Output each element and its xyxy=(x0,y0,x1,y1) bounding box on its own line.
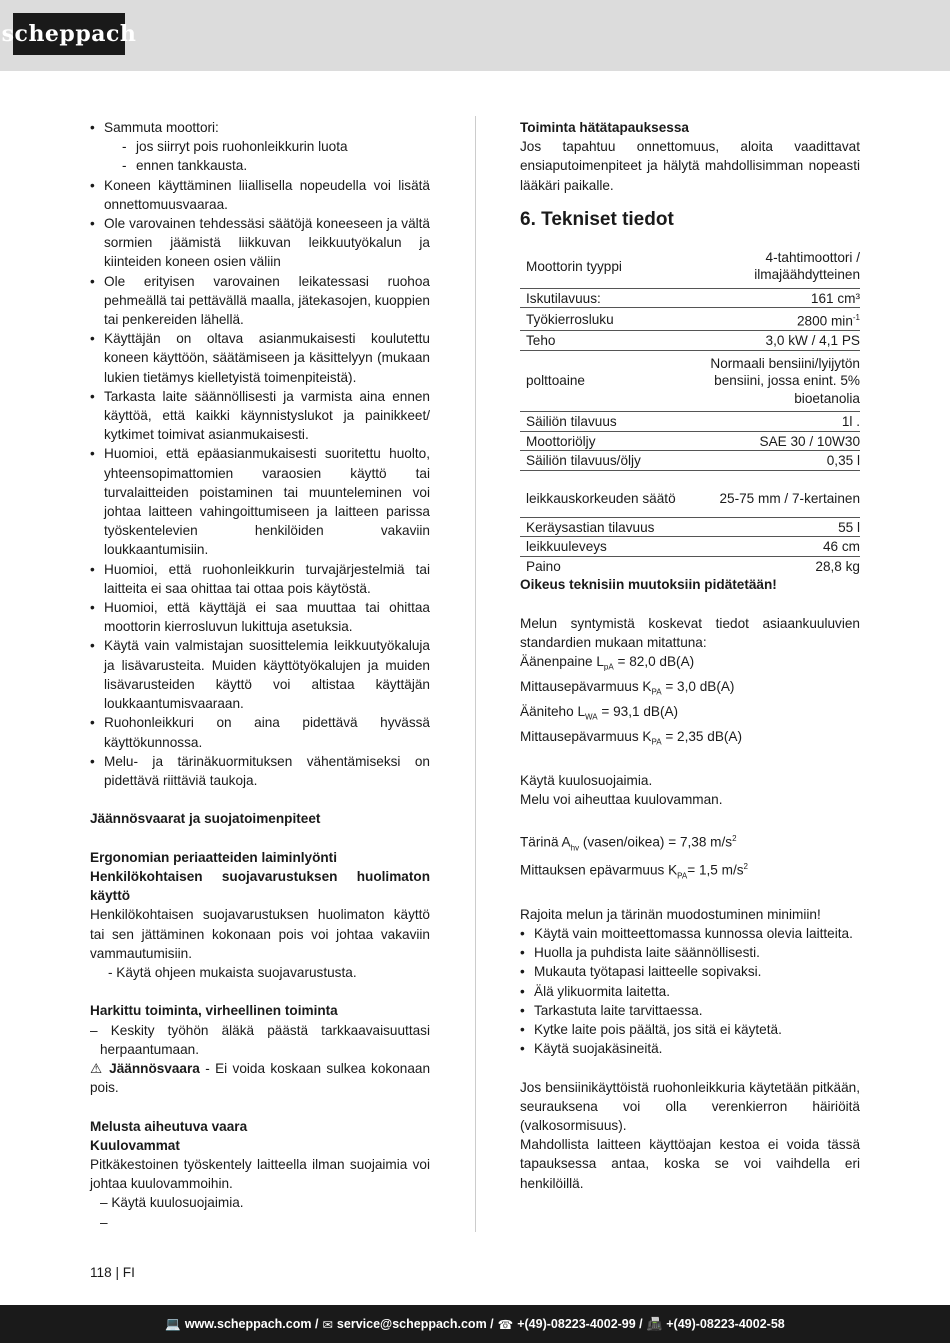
misuse-instruction: – Keskity työhön äläkä päästä tarkkaavaisuuttasi herpaantumaan. xyxy=(90,1022,430,1057)
ppe-paragraph: Henkilökohtaisen suojavarustuksen huolimaton käyttö tai sen jättäminen kokonaan pois voi johtaa vakaviin vammautumisiin. xyxy=(90,907,430,961)
email-link[interactable]: service@scheppach.com / xyxy=(336,1317,494,1331)
ppe-instruction: - Käytä ohjeen mukaista suojavarustusta. xyxy=(108,964,357,980)
page-separator: | xyxy=(115,1265,119,1280)
residual-risks-heading: Jäännösvaarat ja suojatoimenpiteet xyxy=(90,811,321,827)
spec-label: Säiliön tilavuus xyxy=(520,412,690,432)
table-row xyxy=(520,556,860,575)
phone-icon: ☎ xyxy=(497,1317,514,1332)
vibration-value xyxy=(520,829,860,857)
table-row xyxy=(520,308,860,331)
list-item: • Huomioi, että epäasianmukaisesti suoritettu huolto, yhteensopimattomien varaosien käyttö tai turvalaitteiden poistaminen tai muunteleminen voi johtaa laitteen vahingoittumiseen ja laitteen parissa työskentelevien henkilöiden vakaviin loukkaantumisiin. xyxy=(90,444,430,559)
spec-value: 1l . xyxy=(690,412,860,432)
spec-label: Säiliön tilavuus/öljy xyxy=(520,451,690,471)
spec-value xyxy=(690,308,860,331)
phone-number: +(49)-08223-4002-99 / xyxy=(517,1317,643,1331)
ergonomics-heading: Ergonomian periaatteiden laiminlyönti xyxy=(90,849,337,865)
spec-label: leikkuuleveys xyxy=(520,537,690,557)
list-item xyxy=(90,118,430,176)
safety-list xyxy=(90,118,430,790)
mail-icon: ✉ xyxy=(322,1317,333,1332)
vibration-label: Mittauksen epävarmuus K xyxy=(520,862,678,878)
list-item: • Käytä suojakäsineitä. xyxy=(520,1039,860,1058)
spec-label: Moottorin tyyppi xyxy=(520,245,690,289)
noise-hazard-heading: Melusta aiheutuva vaara xyxy=(90,1118,248,1134)
misuse-heading: Harkittu toiminta, virheellinen toiminta xyxy=(90,1003,338,1019)
noise-intro: Melun syntymistä koskevat tiedot asiaankuuluvien standardien mukaan mitattuna: xyxy=(520,615,860,650)
list-item: • Käyttäjän on oltava asianmukaisesti koulutettu koneen käyttöön, säätämiseen ja käsittelyyn (mukaan lukien tietämys kielletyistä toimenpiteistä). xyxy=(90,329,430,387)
spec-value: 4-tahtimoottori / ilmajäähdytteinen xyxy=(690,245,860,289)
language-code: FI xyxy=(122,1265,135,1280)
noise-instruction-empty: – xyxy=(100,1214,108,1230)
spec-value: 55 l xyxy=(690,517,860,537)
spec-value: 3,0 kW / 4,1 PS xyxy=(690,331,860,351)
spec-label: Iskutilavuus: xyxy=(520,288,690,308)
list-item-text: Sammuta moottori: xyxy=(104,120,219,135)
noise-label: Mittausepävarmuus K xyxy=(520,728,652,744)
vibration-sup: 2 xyxy=(732,833,737,843)
technical-changes-note: Oikeus teknisiin muutoksiin pidätetään! xyxy=(520,577,777,593)
noise-value xyxy=(520,652,860,677)
list-subitem: - ennen tankkausta. xyxy=(122,156,430,175)
long-use-paragraph: Jos bensiinikäyttöistä ruohonleikkuria käytetään pitkään, seurauksena voi olla verenkierron häiriöitä (valkosormisuus). xyxy=(520,1079,860,1133)
vibration-uncertainty xyxy=(520,857,860,885)
list-item: • Tarkastuta laite tarvittaessa. xyxy=(520,1001,860,1020)
list-item: • Kytke laite pois päältä, jos sitä ei käytetä. xyxy=(520,1020,860,1039)
spec-table xyxy=(520,245,860,576)
hearing-protection-note: Käytä kuulosuojaimia. xyxy=(520,773,653,789)
spec-value: 0,35 l xyxy=(690,451,860,471)
list-item: • Käytä vain moitteettomassa kunnossa olevia laitteita. xyxy=(520,924,860,943)
vibration-number: (vasen/oikea) = 7,38 m/s xyxy=(579,834,733,850)
noise-value xyxy=(520,677,860,702)
fax-number: +(49)-08223-4002-58 xyxy=(666,1317,785,1331)
list-item: • Ole erityisen varovainen leikatessasi ruohoa pehmeällä tai pettävällä maalla, jätekasojen, kuoppien tai penkereiden lähellä. xyxy=(90,272,430,330)
section-title: 6. Tekniset tiedot xyxy=(520,208,674,230)
table-row xyxy=(520,537,860,557)
noise-number: = 3,0 dB(A) xyxy=(661,679,735,695)
page-number xyxy=(90,1265,135,1280)
spec-value: 46 cm xyxy=(690,537,860,557)
noise-value xyxy=(520,727,860,752)
table-row xyxy=(520,245,860,289)
table-row xyxy=(520,517,860,537)
table-row xyxy=(520,350,860,412)
list-item: • Huomioi, että ruohonleikkurin turvajärjestelmiä tai laitteita ei saa ohittaa tai ottaa pois käytöstä. xyxy=(90,560,430,598)
list-item: • Huomioi, että käyttäjä ei saa muuttaa tai ohittaa moottorin kierrosluvun lukittuja asetuksia. xyxy=(90,598,430,636)
list-item: • Käytä vain valmistajan suosittelemia leikkuutyökaluja ja lisävarusteita. Muiden käyttötyökalujen ja muiden lisävarusteiden käyttö voi altistaa käyttäjän loukkaantumisvaaraan. xyxy=(90,636,430,713)
emergency-paragraph: Jos tapahtuu onnettomuus, aloita vaadittavat ensiaputoimenpiteet ja hälytä mahdollisimman nopeasti lääkäri paikalle. xyxy=(520,139,860,193)
list-subitem: - jos siirryt pois ruohonleikkurin luota xyxy=(122,137,430,156)
list-item: • Koneen käyttäminen liiallisella nopeudella voi lisätä onnettomuusvaaraa. xyxy=(90,176,430,214)
spec-label: Moottoriöljy xyxy=(520,431,690,451)
right-column xyxy=(520,118,860,1193)
residual-warning xyxy=(90,1059,430,1097)
spec-value-sup: -1 xyxy=(852,313,860,323)
noise-label: Mittausepävarmuus K xyxy=(520,679,652,695)
warning-label: Jäännösvaara xyxy=(109,1060,200,1076)
noise-paragraph: Pitkäkestoinen työskentely laitteella ilman suojaimia voi johtaa kuulovammoihin. xyxy=(90,1156,430,1192)
spec-value: SAE 30 / 10W30 xyxy=(690,431,860,451)
noise-label: Ääniteho L xyxy=(520,703,586,719)
spec-label: Teho xyxy=(520,331,690,351)
warning-icon: ⚠ xyxy=(90,1060,104,1076)
noise-number: = 82,0 dB(A) xyxy=(613,654,695,670)
limit-heading: Rajoita melun ja tärinän muodostuminen minimiin! xyxy=(520,906,821,922)
hearing-damage-note: Melu voi aiheuttaa kuulovamman. xyxy=(520,792,723,808)
spec-value-text: 2800 min xyxy=(796,313,853,329)
ppe-heading: Henkilökohtaisen suojavarustuksen huolimaton käyttö xyxy=(90,868,430,904)
left-column xyxy=(90,118,430,1232)
noise-number: = 93,1 dB(A) xyxy=(597,703,679,719)
noise-sub: pA xyxy=(603,662,614,672)
computer-icon: 💻 xyxy=(165,1316,181,1331)
vibration-sub: PA xyxy=(677,871,688,881)
table-row xyxy=(520,470,860,517)
website-link[interactable]: www.scheppach.com / xyxy=(184,1317,319,1331)
scheppach-logo: scheppach xyxy=(13,13,125,55)
list-item: • Huolla ja puhdista laite säännöllisesti. xyxy=(520,943,860,962)
contact-footer xyxy=(0,1305,950,1343)
vibration-sub: hv xyxy=(570,842,580,852)
column-divider xyxy=(475,116,476,1232)
spec-value: 161 cm³ xyxy=(690,288,860,308)
list-item: • Ole varovainen tehdessäsi säätöjä koneeseen ja vältä sormien jäämistä liikkuvan leikkuutyökalun ja kiinteiden koneen osien väliin xyxy=(90,214,430,272)
header-band xyxy=(0,0,950,71)
vibration-sup: 2 xyxy=(743,862,748,872)
noise-sub: PA xyxy=(651,687,662,697)
hearing-damage-heading: Kuulovammat xyxy=(90,1137,180,1153)
spec-value: 25-75 mm / 7-kertainen xyxy=(690,470,860,517)
table-row xyxy=(520,288,860,308)
table-row xyxy=(520,412,860,432)
page-number-value: 118 xyxy=(90,1265,112,1280)
noise-label: Äänenpaine L xyxy=(520,654,604,670)
duration-paragraph: Mahdollista laitteen käyttöajan kestoa ei voida tässä tapauksessa antaa, koska se voi vaihdella eri henkilöillä. xyxy=(520,1137,860,1191)
spec-label: polttoaine xyxy=(520,350,690,412)
table-row xyxy=(520,431,860,451)
vibration-label: Tärinä A xyxy=(520,834,571,850)
fax-icon: 📠 xyxy=(646,1316,663,1331)
noise-number: = 2,35 dB(A) xyxy=(661,728,743,744)
emergency-heading: Toiminta hätätapauksessa xyxy=(520,120,689,135)
spec-label: leikkauskorkeuden säätö xyxy=(520,470,690,517)
list-item: • Tarkasta laite säännöllisesti ja varmista aina ennen käyttöä, että kaikki käynnistyslukot ja painikkeet/ kytkimet toimivat asianmukaisesti. xyxy=(90,387,430,445)
list-item: • Ruohonleikkuri on aina pidettävä hyvässä käyttökunnossa. xyxy=(90,713,430,751)
limit-list xyxy=(520,924,860,1058)
spec-label: Paino xyxy=(526,558,561,574)
warning-text: - Ei voida koskaan sulkea kokonaan pois. xyxy=(90,1060,431,1096)
list-item: • Melu- ja tärinäkuormituksen vähentämiseksi on pidettävä riittäviä taukoja. xyxy=(90,752,430,790)
table-row xyxy=(520,331,860,351)
noise-instruction: – Käytä kuulosuojaimia. xyxy=(100,1195,244,1211)
noise-sub: PA xyxy=(651,737,662,747)
spec-label: Työkierrosluku xyxy=(520,308,690,331)
spec-value: 28,8 kg xyxy=(815,558,860,574)
vibration-number: = 1,5 m/s xyxy=(687,862,744,878)
noise-value xyxy=(520,702,860,727)
list-item: • Älä ylikuormita laitetta. xyxy=(520,982,860,1001)
spec-label: Keräysastian tilavuus xyxy=(520,517,690,537)
spec-value: Normaali bensiini/lyijytön bensiini, jossa enint. 5% bioetanolia xyxy=(690,350,860,412)
list-item: • Mukauta työtapasi laitteelle sopivaksi. xyxy=(520,962,860,981)
table-row xyxy=(520,451,860,471)
noise-sub: WA xyxy=(585,712,598,722)
